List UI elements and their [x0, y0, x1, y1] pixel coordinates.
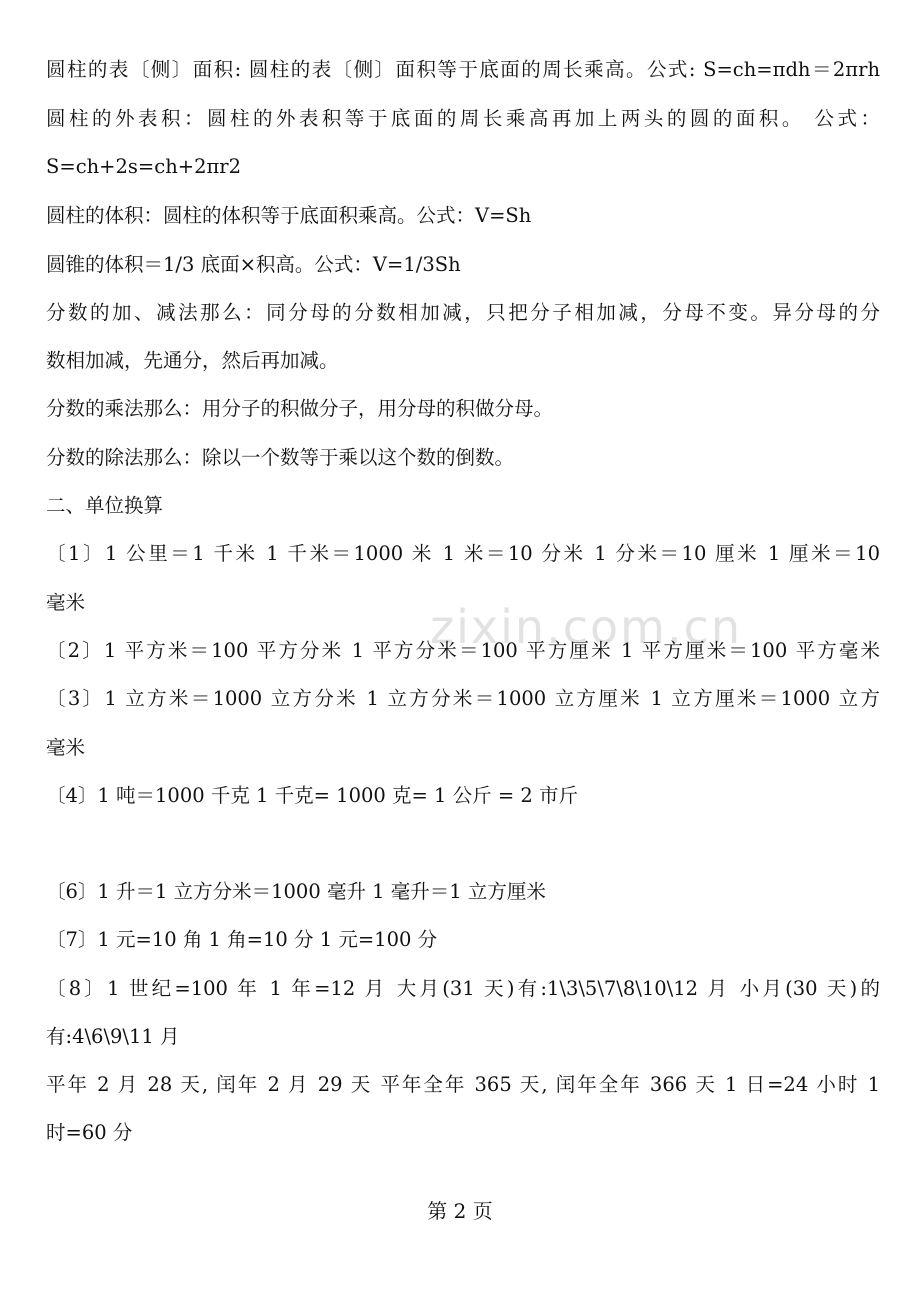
text-line-cylinder-lateral-area: 圆柱的表〔侧〕面积: 圆柱的表〔侧〕面积等于底面的周长乘高。公式: S=ch=πdh＝2πrh — [46, 58, 880, 81]
text-line-cylinder-surface-area: 圆柱的外表积：圆柱的外表积等于底面的周长乘高再加上两头的圆的面积。 公式： — [46, 107, 880, 130]
text-line-mass-units: 〔4〕1 吨＝1000 千克 1 千克= 1000 克= 1 公斤 = 2 市斤 — [46, 784, 578, 807]
text-line-length-units-cont: 毫米 — [46, 591, 86, 614]
text-line-capacity-units: 〔6〕1 升＝1 立方分米＝1000 毫升 1 毫升＝1 立方厘米 — [46, 880, 546, 903]
text-line-fraction-add-rule-cont: 数相加减，先通分，然后再加减。 — [46, 349, 339, 372]
text-line-fraction-divide-rule: 分数的除法那么：除以一个数等于乘以这个数的倒数。 — [46, 446, 515, 469]
text-line-time-units-cont: 有:4\6\9\11 月 — [46, 1025, 180, 1048]
text-line-cone-volume: 圆锥的体积＝1/3 底面×积高。公式：V=1/3Sh — [46, 253, 461, 276]
text-line-time-units: 〔8〕1 世纪=100 年 1 年=12 月 大月(31 天)有:1\3\5\7\8\10\12 月 小月(30 天)的 — [46, 977, 880, 1000]
text-line-volume-units-cont: 毫米 — [46, 736, 86, 759]
text-line-fraction-multiply-rule: 分数的乘法那么：用分子的积做分子，用分母的积做分母。 — [46, 397, 554, 420]
text-line-year-days-cont: 时=60 分 — [46, 1121, 133, 1144]
text-line-length-units: 〔1〕1 公里＝1 千米 1 千米＝1000 米 1 米＝10 分米 1 分米＝10 厘米 1 厘米＝10 — [46, 542, 880, 565]
text-line-fraction-add-rule: 分数的加、减法那么：同分母的分数相加减，只把分子相加减，分母不变。异分母的分 — [46, 301, 880, 324]
text-line-area-units: 〔2〕1 平方米＝100 平方分米 1 平方分米＝100 平方厘米 1 平方厘米＝100 平方毫米 — [46, 639, 880, 662]
page-number: 第 2 页 — [427, 1199, 493, 1223]
watermark: zixin.com.cn — [430, 600, 743, 654]
text-line-volume-units: 〔3〕1 立方米＝1000 立方分米 1 立方分米＝1000 立方厘米 1 立方厘米＝1000 立方 — [46, 687, 880, 710]
section-heading-unit-conversion: 二、单位换算 — [46, 494, 164, 517]
text-line-surface-area-formula: S=ch+2s=ch+2πr2 — [46, 155, 242, 178]
text-line-currency-units: 〔7〕1 元=10 角 1 角=10 分 1 元=100 分 — [46, 928, 438, 951]
text-line-cylinder-volume: 圆柱的体积：圆柱的体积等于底面积乘高。公式：V=Sh — [46, 204, 532, 227]
text-line-year-days: 平年 2 月 28 天, 闰年 2 月 29 天 平年全年 365 天, 闰年全年 366 天 1 日=24 小时 1 — [46, 1073, 880, 1096]
